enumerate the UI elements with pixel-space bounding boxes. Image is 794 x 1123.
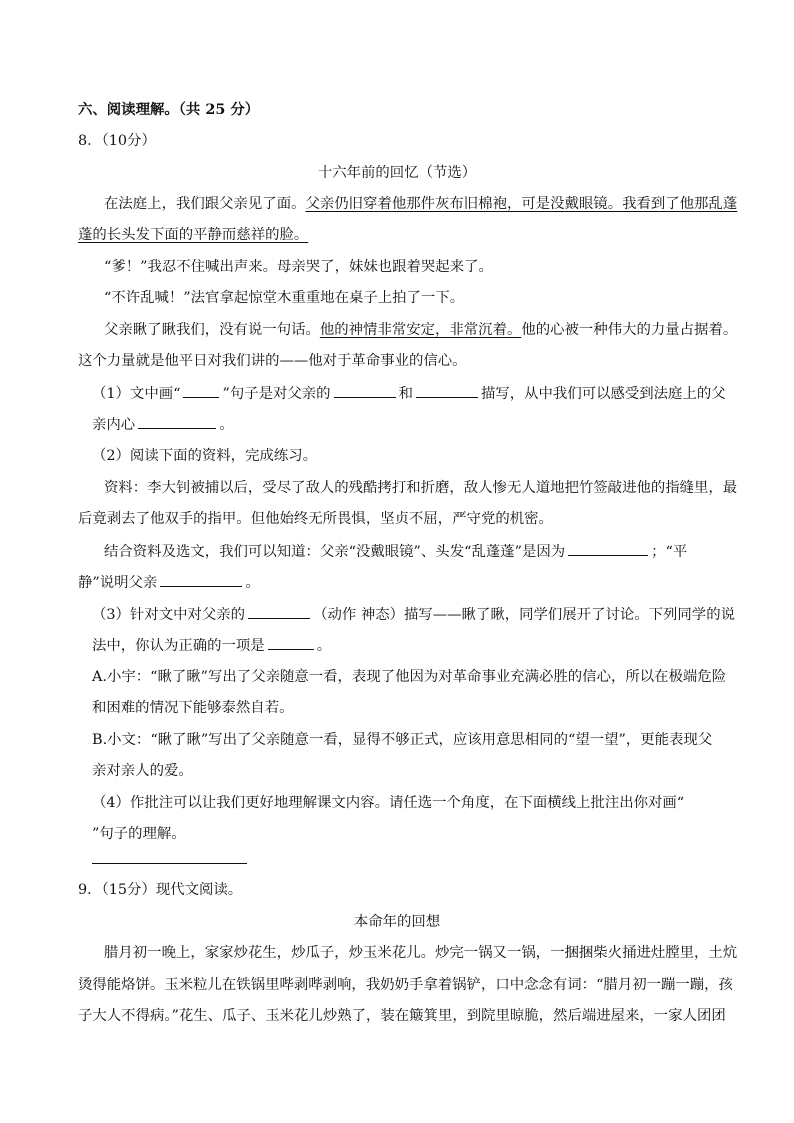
sub-question-1-cont: 亲内心 。 [92,414,234,435]
answer-blank[interactable] [568,541,648,556]
answer-blank[interactable] [268,635,314,650]
underlined-sentence: 蓬的长头发下面的平静而慈祥的脸。 [78,227,309,243]
reference-material: 资料：李大钊被捕以后，受尽了敌人的残酷拷打和折磨，敌人惨无人道地把竹签敲进他的指缝里，最 [104,480,738,496]
underlined-sentence: 父亲仍旧穿着他那件灰布旧棉袍，可是没戴眼镜。我看到了他那乱蓬 [305,196,738,212]
passage-title-8: 十六年前的回忆（节选） [317,165,477,181]
option-a-cont: 和困难的情况下能够泰然自若。 [92,700,294,716]
answer-blank[interactable] [138,414,216,429]
sub-question-3: （3）针对文中对父亲的 （动作 神态）描写——瞅了瞅，同学们展开了讨论。下列同学的说 [92,604,735,625]
answer-blank[interactable] [416,383,478,398]
answer-blank[interactable] [248,604,310,619]
paragraph-4-cont: 这个力量就是他平日对我们讲的——他对于革命事业的信心。 [78,353,467,369]
sub-question-1: （1）文中画“ ”句子是对父亲的 和 描写，从中我们可以感受到法庭上的父 [92,383,726,404]
question-9-number: 9．（15分）现代文阅读。 [78,882,243,898]
underlined-sentence: 他的神情非常安定，非常沉着。 [319,322,522,338]
answer-blank[interactable] [183,383,219,398]
reference-material-cont: 后竟剥去了他双手的指甲。但他始终无所畏惧，坚贞不屈，严守党的机密。 [78,511,553,527]
question-8-number: 8．（10分） [78,133,156,149]
option-a: A.小宇：“瞅了瞅”写出了父亲随意一看，表现了他因为对革命事业充满必胜的信心，所以在极端危险 [92,669,727,685]
answer-line[interactable] [92,863,247,864]
sub-question-2: （2）阅读下面的资料，完成练习。 [92,448,318,464]
answer-blank[interactable] [160,572,242,587]
sub-question-3-cont: 法中，你认为正确的一项是 。 [92,635,331,656]
paragraph-9-1-cont2: 子大人不得病。”花生、瓜子、玉米花儿炒熟了，装在簸箕里，到院里晾脆，然后端进屋来，一家人团团 [78,1008,726,1024]
paragraph-1-cont [78,225,308,245]
paragraph-2: “爹！”我忍不住喊出声来。母亲哭了，妹妹也跟着哭起来了。 [104,259,493,275]
sub-question-2-prompt: 结合资料及选文，我们可以知道：父亲“没戴眼镜”、头发“乱蓬蓬”是因为 ；“平 [104,541,687,562]
passage-title-9: 本命年的回想 [353,914,441,930]
sub-question-4-cont: ”句子的理解。 [92,826,186,842]
paragraph-4: 父亲瞅了瞅我们，没有说一句话。他的神情非常安定，非常沉着。他的心被一种伟大的力量占据着。 [104,322,738,338]
paragraph-9-1-cont: 烫得能烙饼。玉米粒儿在铁锅里哔剥哔剥响，我奶奶手拿着锅铲，口中念念有词：“腊月初一蹦一蹦，孩 [78,977,733,993]
sub-question-2-prompt-cont: 静”说明父亲 。 [78,572,260,593]
sub-question-4: （4）作批注可以让我们更好地理解课文内容。请任选一个角度，在下面横线上批注出你对画“ [92,795,685,811]
paragraph-9-1: 腊月初一晚上，家家炒花生，炒瓜子，炒玉米花儿。炒完一锅又一锅，一捆捆柴火捅进灶膛里，土炕 [104,945,738,961]
paragraph-3: “不许乱喊！”法官拿起惊堂木重重地在桌子上拍了一下。 [104,290,465,306]
option-b-cont: 亲对亲人的爱。 [92,763,193,779]
answer-blank[interactable] [334,383,396,398]
section-title: 六、阅读理解。（共 25 分） [78,101,260,118]
option-b: B.小文：“瞅了瞅”写出了父亲随意一看，显得不够正式，应该用意思相同的“望一望”，更能表现父 [92,732,713,748]
paragraph-1: 在法庭上，我们跟父亲见了面。父亲仍旧穿着他那件灰布旧棉袍，可是没戴眼镜。我看到了他那乱蓬 [104,196,738,212]
